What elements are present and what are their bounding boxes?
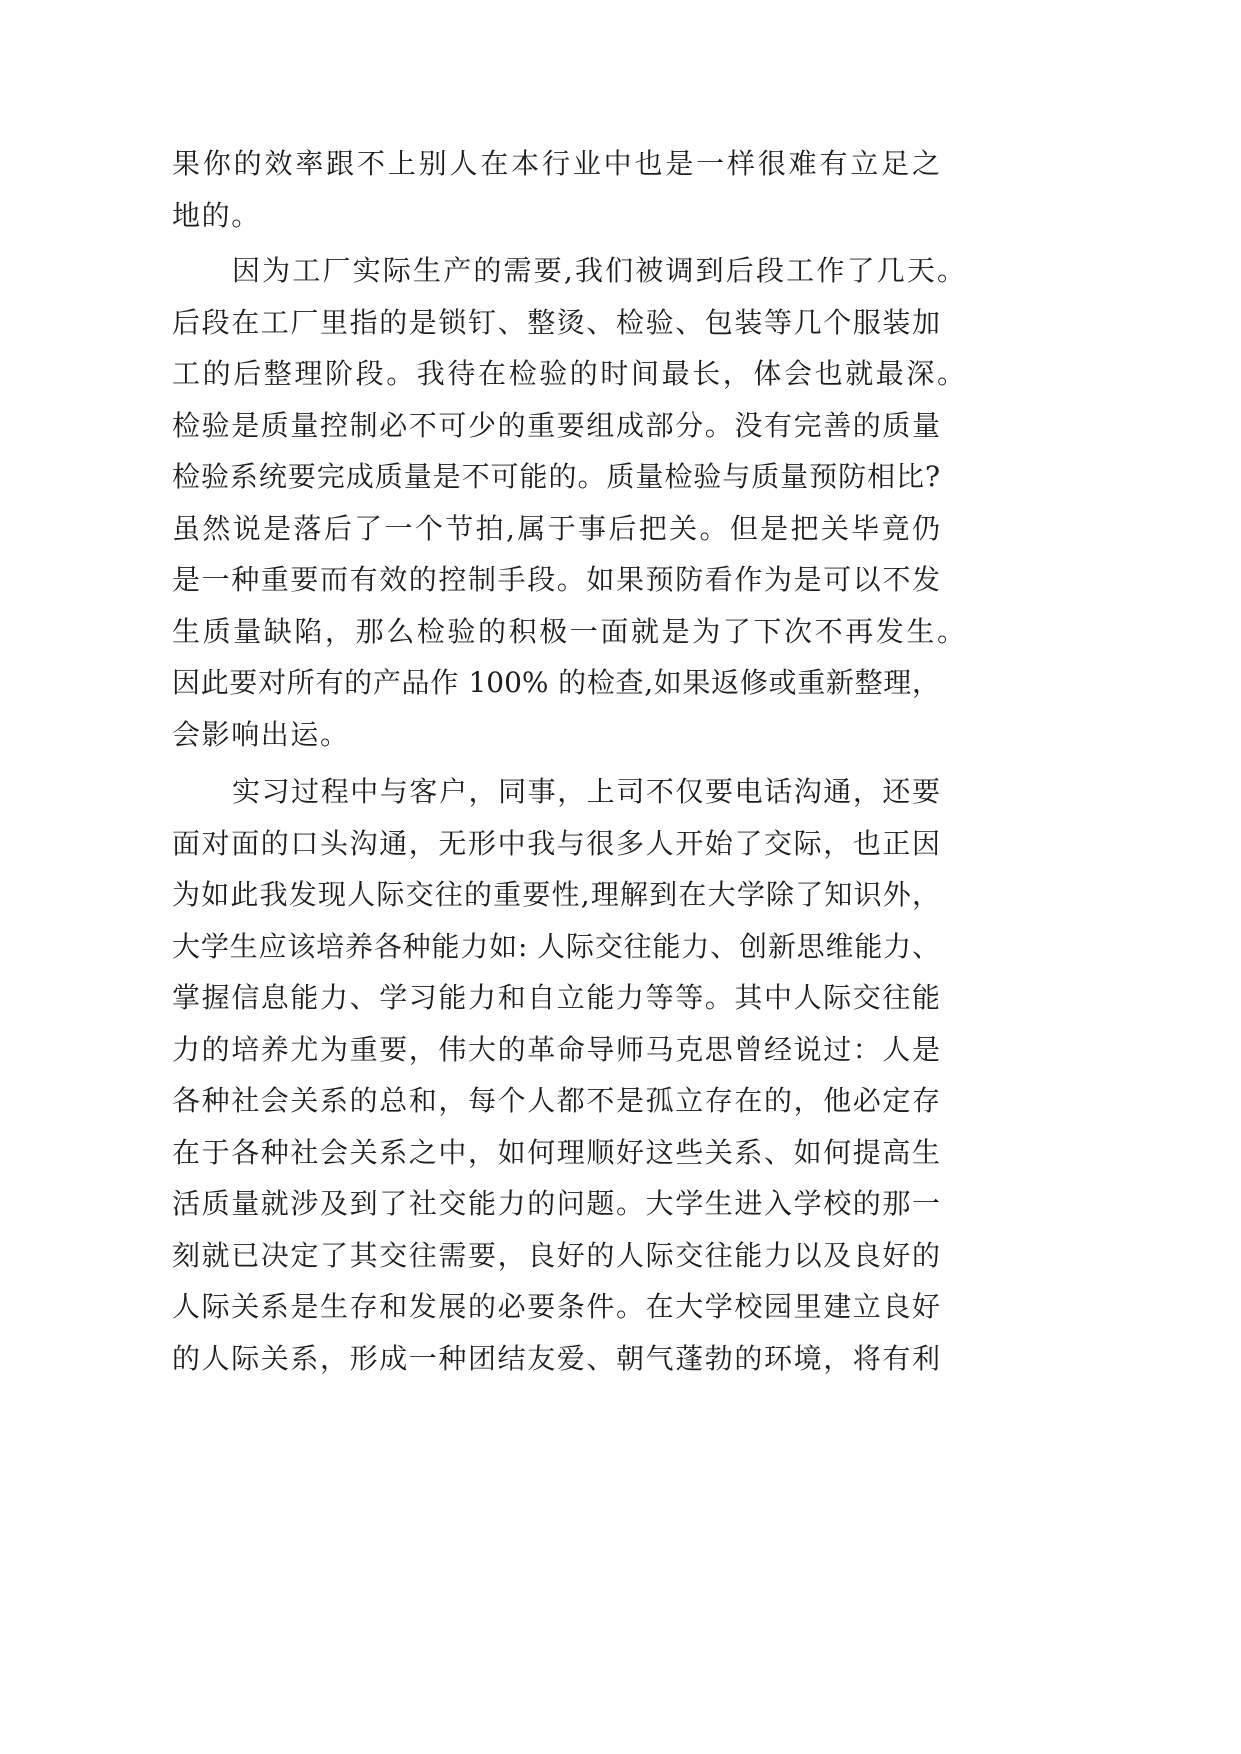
text-line: 实习过程中与客户，同事，上司不仅要电话沟通，还要 (232, 775, 940, 808)
text-line: 面对面的口头沟通，无形中我与很多人开始了交际，也正因 (172, 826, 940, 860)
text-line: 活质量就涉及到了社交能力的问题。大学生进入学校的那一 (172, 1187, 940, 1220)
body-text (172, 138, 965, 1384)
text-line: 刻就已决定了其交往需要，良好的人际交往能力以及良好的 (172, 1238, 940, 1272)
text-line: 在于各种社会关系之中，如何理顺好这些关系、如何提高生 (172, 1135, 940, 1169)
text-line: 为如此我发现人际交往的重要性,理解到在大学除了知识外， (172, 878, 940, 911)
text-line: 人际关系是生存和发展的必要条件。在大学校园里建立良好 (172, 1290, 940, 1323)
text-line: 是一种重要而有效的控制手段。如果预防看作为是可以不发 (172, 563, 940, 596)
text-line: 生质量缺陷，那么检验的积极一面就是为了下次不再发生。 (172, 614, 965, 648)
paragraph (172, 245, 965, 760)
text-line: 掌握信息能力、学习能力和自立能力等等。其中人际交往能 (172, 981, 940, 1014)
text-line: 各种社会关系的总和，每个人都不是孤立存在的，他必定存 (172, 1084, 940, 1117)
text-line: 地的。 (172, 198, 261, 232)
text-line: 会影响出运。 (172, 717, 350, 751)
text-line: 果你的效率跟不上别人在本行业中也是一样很难有立足之 (172, 147, 940, 180)
text-line: 的人际关系，形成一种团结友爱、朝气蓬勃的环境，将有利 (172, 1341, 940, 1375)
text-line: 后段在工厂里指的是锁钉、整烫、检验、包装等几个服装加 (172, 305, 940, 339)
text-line: 因此要对所有的产品作 100% 的检查,如果返修或重新整理， (172, 666, 940, 699)
text-line: 工的后整理阶段。我待在检验的时间最长，体会也就最深。 (172, 357, 965, 390)
text-line: 因为工厂实际生产的需要,我们被调到后段工作了几天。 (232, 254, 965, 287)
text-line: 检验是质量控制必不可少的重要组成部分。没有完善的质量 (172, 408, 940, 442)
text-line: 检验系统要完成质量是不可能的。质量检验与质量预防相比? (172, 460, 940, 493)
paragraph (172, 766, 940, 1384)
paragraph (172, 138, 940, 241)
text-line: 大学生应该培养各种能力如: 人际交往能力、创新思维能力、 (172, 929, 940, 963)
text-line: 虽然说是落后了一个节拍,属于事后把关。但是把关毕竟仍 (172, 511, 940, 545)
text-line: 力的培养尤为重要，伟大的革命导师马克思曾经说过：人是 (172, 1032, 940, 1066)
